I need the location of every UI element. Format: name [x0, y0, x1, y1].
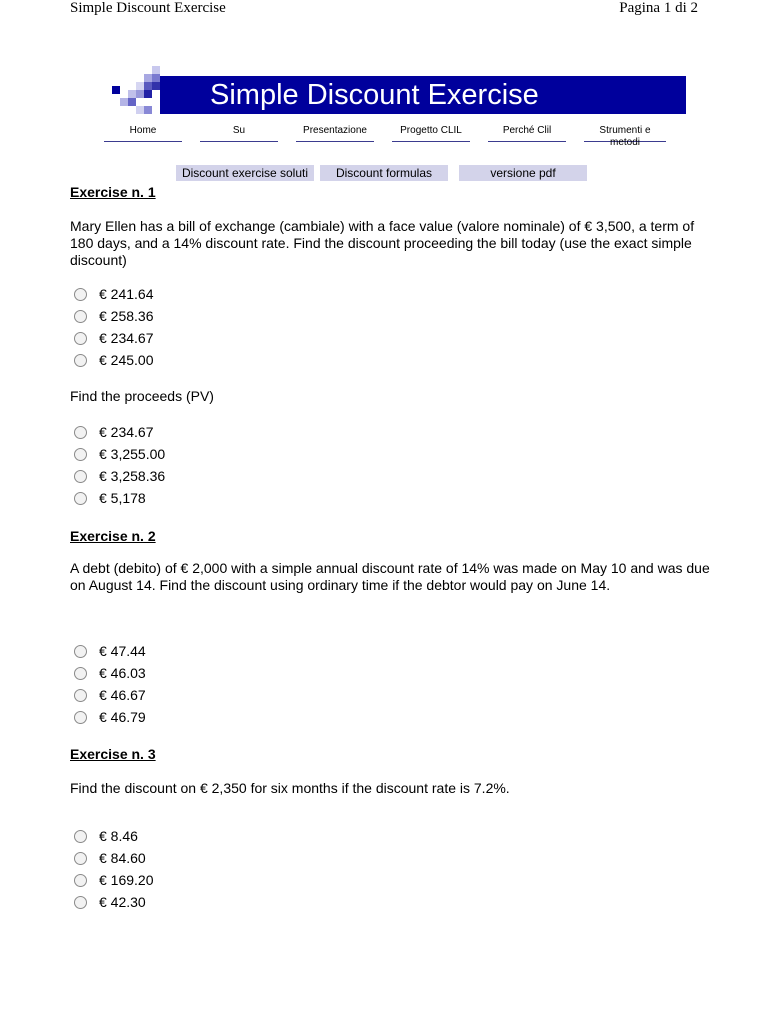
nav-su[interactable]: Su	[200, 125, 278, 142]
radio-button[interactable]	[74, 874, 87, 887]
banner-title: Simple Discount Exercise	[210, 79, 539, 111]
radio-button[interactable]	[74, 830, 87, 843]
radio-button[interactable]	[74, 470, 87, 483]
nav-strumenti-e-metodi[interactable]: Strumenti e metodi	[584, 125, 666, 142]
radio-button[interactable]	[74, 448, 87, 461]
radio-button[interactable]	[74, 426, 87, 439]
radio-button[interactable]	[74, 689, 87, 702]
subnav-discount-formulas[interactable]: Discount formulas	[320, 165, 448, 181]
radio-button[interactable]	[74, 896, 87, 909]
nav-presentazione[interactable]: Presentazione	[296, 125, 374, 142]
nav-perche-clil[interactable]: Perché Clil	[488, 125, 566, 142]
exercise-1-question-2: Find the proceeds (PV)	[70, 388, 214, 404]
radio-button[interactable]	[74, 332, 87, 345]
print-header-page-number: Pagina 1 di 2	[619, 0, 698, 16]
radio-button[interactable]	[74, 492, 87, 505]
radio-button[interactable]	[74, 288, 87, 301]
exercise-3-heading: Exercise n. 3	[70, 746, 156, 762]
radio-button[interactable]	[74, 711, 87, 724]
exercise-2-question: A debt (debito) of € 2,000 with a simple annual discount rate of 14% was made on May 10 and was due on August 14. Find the discount using ordinary time if the debtor would pay on June 14.	[70, 560, 710, 593]
subnav-discount-exercise-solutions[interactable]: Discount exercise soluti	[176, 165, 314, 181]
exercise-1-question: Mary Ellen has a bill of exchange (cambiale) with a face value (valore nominale) of € 3,500, a term of 180 days, and a 14% discount rate. Find the discount proceeding the bill today (use the exact simple discount)	[70, 218, 695, 268]
exercise-1-heading: Exercise n. 1	[70, 184, 156, 200]
subnav-versione-pdf[interactable]: versione pdf	[459, 165, 587, 181]
radio-button[interactable]	[74, 310, 87, 323]
radio-button[interactable]	[74, 852, 87, 865]
radio-button[interactable]	[74, 645, 87, 658]
exercise-2-heading: Exercise n. 2	[70, 528, 156, 544]
print-header-title: Simple Discount Exercise	[70, 0, 226, 16]
radio-button[interactable]	[74, 354, 87, 367]
nav-home[interactable]: Home	[104, 125, 182, 142]
banner	[112, 66, 686, 114]
nav-progetto-clil[interactable]: Progetto CLIL	[392, 125, 470, 142]
exercise-3-question: Find the discount on € 2,350 for six months if the discount rate is 7.2%.	[70, 780, 510, 796]
radio-button[interactable]	[74, 667, 87, 680]
